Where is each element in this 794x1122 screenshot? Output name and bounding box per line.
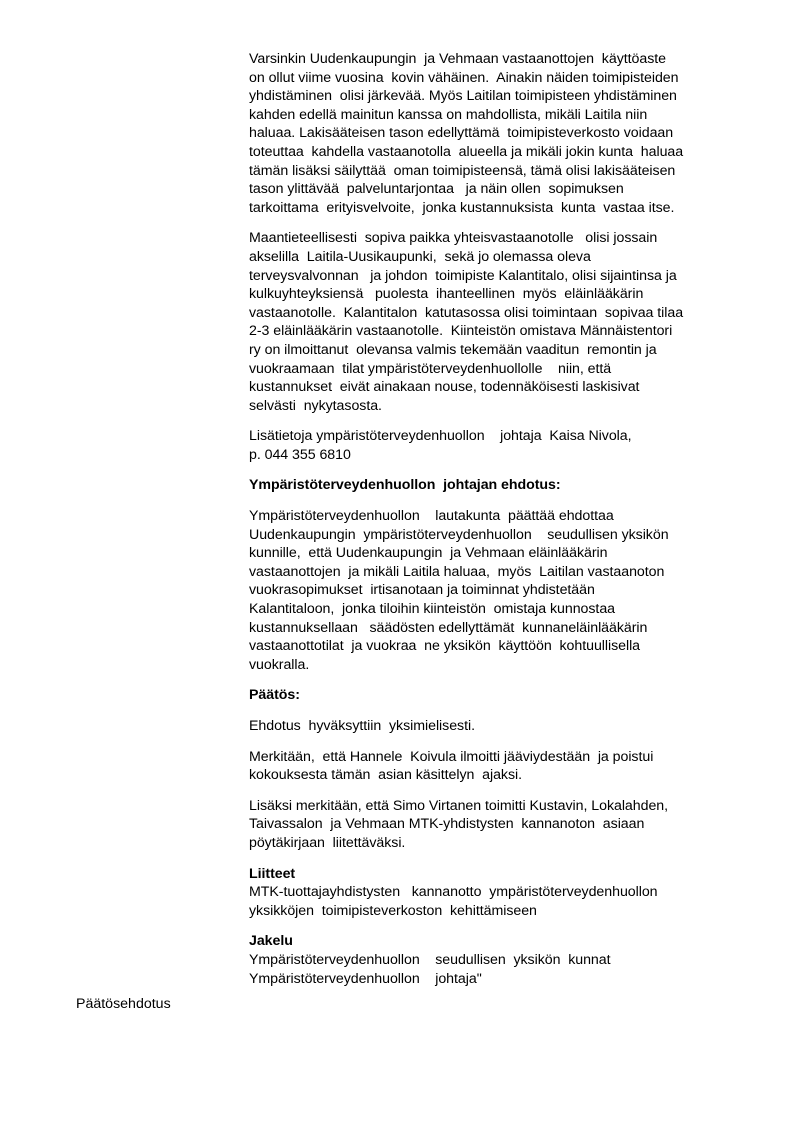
- text-line: Merkitään, että Hannele Koivula ilmoitti jääviydestään ja poistui: [249, 748, 654, 765]
- attachment-line: yksikköjen toimipisteverkoston kehittämiseen: [249, 902, 537, 919]
- paragraph-location: [249, 229, 769, 415]
- paragraph-proposal: [249, 507, 769, 674]
- text-line: kunnille, että Uudenkaupungin ja Vehmaan eläinlääkärin: [249, 545, 608, 562]
- attachment-line: MTK-tuottajayhdistysten kannanotto ympäristöterveydenhuollon: [249, 884, 658, 901]
- text-line: kulkuyhteyksiensä puolesta ihanteellinen myös eläinlääkärin: [249, 286, 644, 303]
- proposal-heading: Ympäristöterveydenhuollon johtajan ehdotus:: [249, 477, 561, 494]
- attachments-heading: Liitteet: [249, 865, 296, 882]
- text-line: vuokraamaan tilat ympäristöterveydenhuollolle niin, että: [249, 360, 612, 377]
- text-line: kahden edellä mainitun kanssa on mahdollista, mikäli Laitila niin: [249, 106, 648, 123]
- text-line: Taivassalon ja Vehmaan MTK-yhdistysten kannanoton asiaan: [249, 816, 645, 833]
- distribution-line: Ympäristöterveydenhuollon seudullisen yksikön kunnat: [249, 951, 611, 968]
- distribution-line: Ympäristöterveydenhuollon johtaja": [249, 970, 482, 987]
- text-line: yhdistäminen olisi järkevää. Myös Laitilan toimipisteen yhdistäminen: [249, 88, 677, 105]
- text-line: Ehdotus hyväksyttiin yksimielisesti.: [249, 718, 475, 734]
- text-line: selvästi nykytasosta.: [249, 397, 382, 414]
- text-line: akselilla Laitila-Uusikaupunki, sekä jo olemassa oleva: [249, 248, 591, 265]
- text-line: p. 044 355 6810: [249, 446, 351, 463]
- attachments-section: [249, 865, 769, 921]
- distribution-section: [249, 932, 769, 988]
- proposal-heading-block: [249, 476, 769, 495]
- text-line: vuokrasopimukset irtisanotaan ja toiminnat yhdistetään: [249, 582, 595, 599]
- text-line: Uudenkaupungin ympäristöterveydenhuollon seudullisen yksikön: [249, 526, 669, 543]
- paragraph-decision: [249, 717, 769, 736]
- text-line: Ympäristöterveydenhuollon lautakunta päättää ehdottaa: [249, 508, 614, 525]
- text-line: toteuttaa kahdella vastaanotolla alueella ja mikäli jokin kunta haluaa: [249, 143, 684, 160]
- main-column: [249, 50, 769, 1000]
- text-line: vastaanottotilat ja vuokraa ne yksikön käyttöön kohtuullisella: [249, 638, 641, 655]
- text-line: tason ylittävää palveluntarjontaa ja näin ollen sopimuksen: [249, 181, 624, 198]
- text-line: haluaa. Lakisääteisen tason edellyttämä toimipisteverkosto voidaan: [249, 125, 674, 142]
- distribution-heading: Jakelu: [249, 933, 293, 950]
- paragraph-usage-rates: [249, 50, 769, 217]
- text-line: vastaanottojen ja mikäli Laitila haluaa, myös Laitilan vastaanoton: [249, 563, 665, 580]
- decision-heading-block: [249, 686, 769, 705]
- text-line: Kalantitaloon, jonka tiloihin kiinteistön omistaja kunnostaa: [249, 601, 615, 618]
- text-line: terveysvalvonnan ja johdon toimipiste Kalantitalo, olisi sijaintinsa ja: [249, 267, 677, 284]
- text-line: kokouksesta tämän asian käsittelyn ajaksi.: [249, 767, 523, 784]
- text-line: kustannuksellaan säädösten edellyttämät kunnaneläinlääkärin: [249, 619, 648, 636]
- decision-heading: Päätös:: [249, 687, 300, 704]
- text-line: 2-3 eläinlääkärin vastaanotolle. Kiinteistön omistava Männäistentori: [249, 323, 673, 340]
- paragraph-mtk-note: [249, 797, 769, 853]
- text-line: tarkoittama erityisvelvoite, jonka kustannuksista kunta vastaa itse.: [249, 199, 675, 216]
- text-line: pöytäkirjaan liitettäväksi.: [249, 834, 406, 851]
- paragraph-contact-info: [249, 427, 769, 464]
- text-line: Varsinkin Uudenkaupungin ja Vehmaan vastaanottojen käyttöaste: [249, 51, 666, 67]
- text-line: Lisätietoja ympäristöterveydenhuollon johtaja Kaisa Nivola,: [249, 428, 632, 445]
- text-line: kustannukset eivät ainakaan nouse, todennäköisesti laskisivat: [249, 379, 640, 396]
- text-line: tämän lisäksi säilyttää oman toimipisteensä, tämä olisi lakisääteisen: [249, 162, 676, 179]
- text-line: Maantieteellisesti sopiva paikka yhteisvastaanotolle olisi jossain: [249, 230, 658, 247]
- text-line: Lisäksi merkitään, että Simo Virtanen toimitti Kustavin, Lokalahden,: [249, 797, 669, 814]
- text-line: vuokralla.: [249, 656, 310, 673]
- text-line: on ollut viime vuosina kovin vähäinen. Ainakin näiden toimipisteiden: [249, 69, 679, 86]
- side-label-decision-proposal: Päätösehdotus: [76, 996, 171, 1012]
- text-line: ry on ilmoittanut olevansa valmis tekemään vaaditun remontin ja: [249, 341, 657, 358]
- paragraph-recusal-note: [249, 748, 769, 785]
- text-line: vastaanotolle. Kalantitalon katutasossa olisi toimintaan sopivaa tilaa: [249, 304, 684, 321]
